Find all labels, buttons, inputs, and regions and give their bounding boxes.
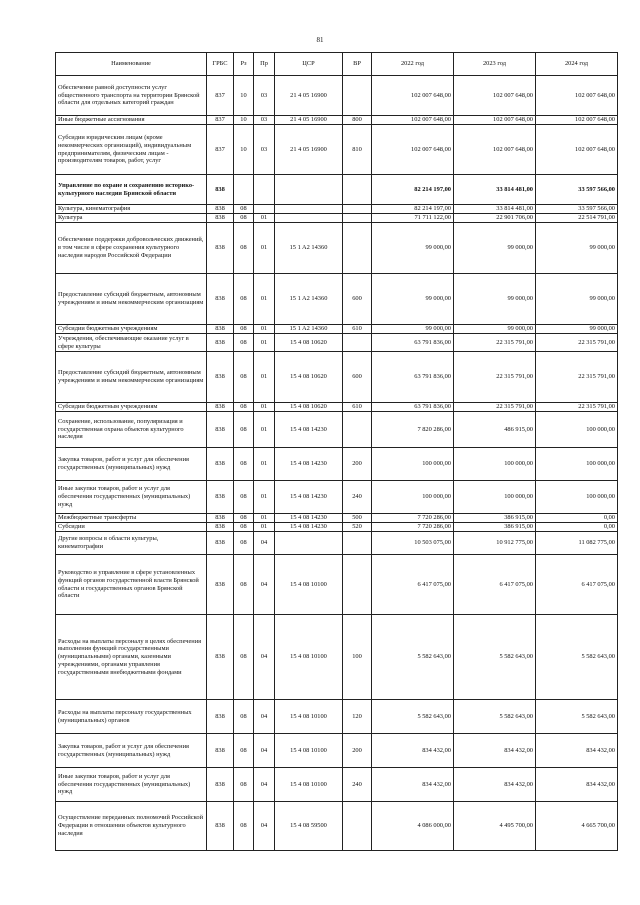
cell-csr: 15 4 08 10100 <box>275 768 343 802</box>
cell-csr: 15 4 08 10100 <box>275 615 343 700</box>
cell-csr: 15 4 08 10100 <box>275 734 343 768</box>
cell-vr: 600 <box>343 274 372 325</box>
cell-pr: 04 <box>254 615 275 700</box>
cell-rz: 08 <box>234 205 254 214</box>
cell-2024: 99 000,00 <box>536 325 618 334</box>
cell-csr: 15 4 08 10620 <box>275 403 343 412</box>
cell-2023: 5 582 643,00 <box>454 615 536 700</box>
cell-rz: 08 <box>234 274 254 325</box>
cell-grbs: 837 <box>207 116 234 125</box>
cell-grbs: 838 <box>207 802 234 851</box>
cell-2022: 71 711 122,00 <box>372 214 454 223</box>
cell-pr: 03 <box>254 125 275 175</box>
cell-2022: 10 503 075,00 <box>372 532 454 555</box>
table-row <box>56 700 618 734</box>
cell-2024: 4 665 700,00 <box>536 802 618 851</box>
cell-vr: 120 <box>343 700 372 734</box>
cell-grbs: 838 <box>207 523 234 532</box>
cell-2022: 63 791 836,00 <box>372 403 454 412</box>
cell-2024: 0,00 <box>536 514 618 523</box>
cell-grbs: 838 <box>207 175 234 205</box>
cell-vr: 500 <box>343 514 372 523</box>
cell-2022: 102 007 648,00 <box>372 76 454 116</box>
cell-2023: 4 495 700,00 <box>454 802 536 851</box>
table-row <box>56 403 618 412</box>
cell-rz: 08 <box>234 481 254 514</box>
cell-vr: 240 <box>343 481 372 514</box>
cell-name: Расходы на выплаты персоналу в целях обеспечения выполнения функций государственными (муниципальными) органами, казенными учреждениями, органами управления государственными внебюджетными фондами <box>56 615 207 700</box>
cell-vr <box>343 214 372 223</box>
cell-pr: 01 <box>254 352 275 403</box>
cell-2024: 102 007 648,00 <box>536 125 618 175</box>
header-2023: 2023 год <box>454 53 536 76</box>
table-row <box>56 205 618 214</box>
cell-grbs: 837 <box>207 125 234 175</box>
cell-2022: 834 432,00 <box>372 768 454 802</box>
header-vr: ВР <box>343 53 372 76</box>
cell-2024: 834 432,00 <box>536 768 618 802</box>
cell-csr <box>275 214 343 223</box>
cell-2022: 63 791 836,00 <box>372 352 454 403</box>
cell-csr: 21 4 05 16900 <box>275 116 343 125</box>
cell-grbs: 838 <box>207 352 234 403</box>
cell-2024: 100 000,00 <box>536 412 618 448</box>
cell-2023: 100 000,00 <box>454 481 536 514</box>
cell-vr <box>343 412 372 448</box>
table-row <box>56 523 618 532</box>
cell-2023: 99 000,00 <box>454 274 536 325</box>
header-pr: Пр <box>254 53 275 76</box>
page-number: 81 <box>316 36 324 44</box>
cell-grbs: 838 <box>207 214 234 223</box>
cell-2022: 834 432,00 <box>372 734 454 768</box>
cell-pr: 03 <box>254 76 275 116</box>
cell-2024: 22 315 791,00 <box>536 352 618 403</box>
table-row <box>56 214 618 223</box>
cell-pr: 04 <box>254 768 275 802</box>
cell-2022: 102 007 648,00 <box>372 116 454 125</box>
table-row <box>56 615 618 700</box>
cell-name: Закупка товаров, работ и услуг для обеспечения государственных (муниципальных) нужд <box>56 734 207 768</box>
cell-grbs: 837 <box>207 76 234 116</box>
cell-2022: 7 820 286,00 <box>372 412 454 448</box>
cell-rz: 08 <box>234 700 254 734</box>
cell-2023: 99 000,00 <box>454 223 536 274</box>
cell-grbs: 838 <box>207 700 234 734</box>
table-row <box>56 116 618 125</box>
cell-2024: 11 082 775,00 <box>536 532 618 555</box>
cell-csr: 15 4 08 14230 <box>275 412 343 448</box>
cell-name: Расходы на выплаты персоналу государственных (муниципальных) органов <box>56 700 207 734</box>
cell-vr: 200 <box>343 448 372 481</box>
cell-2024: 102 007 648,00 <box>536 116 618 125</box>
cell-csr: 15 1 A2 14360 <box>275 325 343 334</box>
cell-2024: 5 582 643,00 <box>536 700 618 734</box>
cell-grbs: 838 <box>207 223 234 274</box>
cell-name: Межбюджетные трансферты <box>56 514 207 523</box>
cell-csr: 15 1 A2 14360 <box>275 274 343 325</box>
table-row <box>56 76 618 116</box>
cell-grbs: 838 <box>207 448 234 481</box>
cell-2024: 33 597 566,00 <box>536 205 618 214</box>
cell-name: Субсидии <box>56 523 207 532</box>
cell-csr <box>275 205 343 214</box>
cell-2023: 834 432,00 <box>454 734 536 768</box>
cell-csr <box>275 175 343 205</box>
table-body <box>56 76 618 851</box>
cell-pr: 01 <box>254 223 275 274</box>
cell-pr: 01 <box>254 403 275 412</box>
cell-name: Управление по охране и сохранению историко-культурного наследия Брянской области <box>56 175 207 205</box>
cell-grbs: 838 <box>207 274 234 325</box>
table-row <box>56 802 618 851</box>
cell-pr: 01 <box>254 523 275 532</box>
cell-rz: 08 <box>234 514 254 523</box>
cell-rz: 08 <box>234 615 254 700</box>
cell-2024: 834 432,00 <box>536 734 618 768</box>
cell-pr: 04 <box>254 555 275 615</box>
table-row <box>56 768 618 802</box>
cell-vr <box>343 76 372 116</box>
cell-2023: 99 000,00 <box>454 325 536 334</box>
cell-2024: 99 000,00 <box>536 223 618 274</box>
cell-2022: 99 000,00 <box>372 274 454 325</box>
cell-rz: 08 <box>234 352 254 403</box>
cell-rz: 08 <box>234 223 254 274</box>
cell-name: Субсидии бюджетным учреждениям <box>56 325 207 334</box>
cell-2022: 5 582 643,00 <box>372 700 454 734</box>
cell-2023: 22 901 706,00 <box>454 214 536 223</box>
cell-rz: 08 <box>234 555 254 615</box>
cell-vr: 810 <box>343 125 372 175</box>
cell-grbs: 838 <box>207 412 234 448</box>
cell-2022: 63 791 836,00 <box>372 334 454 352</box>
cell-2023: 33 814 481,00 <box>454 175 536 205</box>
cell-name: Субсидии бюджетным учреждениям <box>56 403 207 412</box>
cell-rz: 10 <box>234 125 254 175</box>
cell-vr: 610 <box>343 325 372 334</box>
cell-2024: 100 000,00 <box>536 481 618 514</box>
cell-2023: 33 814 481,00 <box>454 205 536 214</box>
cell-vr: 100 <box>343 615 372 700</box>
cell-csr: 15 4 08 14230 <box>275 514 343 523</box>
cell-name: Иные закупки товаров, работ и услуг для обеспечения государственных (муниципальных) нужд <box>56 481 207 514</box>
cell-grbs: 838 <box>207 615 234 700</box>
cell-pr: 03 <box>254 116 275 125</box>
cell-rz: 08 <box>234 768 254 802</box>
cell-name: Другие вопросы в области культуры, кинематографии <box>56 532 207 555</box>
cell-rz: 08 <box>234 412 254 448</box>
cell-2022: 100 000,00 <box>372 481 454 514</box>
cell-pr: 01 <box>254 334 275 352</box>
cell-csr: 15 4 08 59500 <box>275 802 343 851</box>
cell-pr: 01 <box>254 481 275 514</box>
cell-csr: 15 4 08 14230 <box>275 523 343 532</box>
cell-pr: 01 <box>254 214 275 223</box>
cell-rz: 08 <box>234 448 254 481</box>
header-grbs: ГРБС <box>207 53 234 76</box>
cell-2023: 5 582 643,00 <box>454 700 536 734</box>
cell-pr <box>254 205 275 214</box>
cell-vr: 200 <box>343 734 372 768</box>
budget-table <box>55 52 618 851</box>
cell-pr: 04 <box>254 700 275 734</box>
cell-2023: 22 315 791,00 <box>454 334 536 352</box>
cell-grbs: 838 <box>207 768 234 802</box>
cell-2022: 82 214 197,00 <box>372 175 454 205</box>
cell-vr <box>343 175 372 205</box>
table-header-row <box>56 53 618 76</box>
cell-rz: 08 <box>234 802 254 851</box>
cell-rz: 08 <box>234 403 254 412</box>
cell-2023: 834 432,00 <box>454 768 536 802</box>
cell-vr: 520 <box>343 523 372 532</box>
cell-csr: 21 4 05 16900 <box>275 125 343 175</box>
cell-pr: 04 <box>254 532 275 555</box>
cell-2024: 33 597 566,00 <box>536 175 618 205</box>
cell-2023: 102 007 648,00 <box>454 125 536 175</box>
cell-grbs: 838 <box>207 205 234 214</box>
cell-grbs: 838 <box>207 325 234 334</box>
cell-2022: 7 720 286,00 <box>372 514 454 523</box>
cell-rz: 08 <box>234 334 254 352</box>
table-row <box>56 412 618 448</box>
cell-2022: 5 582 643,00 <box>372 615 454 700</box>
cell-rz: 08 <box>234 214 254 223</box>
cell-vr <box>343 802 372 851</box>
table-row <box>56 125 618 175</box>
cell-csr: 15 4 08 10620 <box>275 352 343 403</box>
cell-name: Иные бюджетные ассигнования <box>56 116 207 125</box>
table-row <box>56 352 618 403</box>
cell-2024: 102 007 648,00 <box>536 76 618 116</box>
cell-pr: 01 <box>254 514 275 523</box>
cell-vr <box>343 205 372 214</box>
cell-2023: 22 315 791,00 <box>454 352 536 403</box>
table-row <box>56 555 618 615</box>
cell-csr: 15 4 08 10100 <box>275 700 343 734</box>
cell-2024: 99 000,00 <box>536 274 618 325</box>
header-name: Наименование <box>56 53 207 76</box>
cell-name: Сохранение, использование, популяризация и государственная охрана объектов культурного наследия <box>56 412 207 448</box>
header-csr: ЦСР <box>275 53 343 76</box>
cell-grbs: 838 <box>207 514 234 523</box>
cell-2022: 99 000,00 <box>372 325 454 334</box>
cell-name: Руководство и управление в сфере установленных функций органов государственной власти Брянской области и государственных органов Брянской области <box>56 555 207 615</box>
cell-csr: 15 4 08 10620 <box>275 334 343 352</box>
cell-pr: 01 <box>254 412 275 448</box>
table-row <box>56 514 618 523</box>
cell-2023: 386 915,00 <box>454 514 536 523</box>
header-rz: Рз <box>234 53 254 76</box>
cell-csr: 21 4 05 16900 <box>275 76 343 116</box>
cell-2024: 22 514 791,00 <box>536 214 618 223</box>
cell-name: Учреждения, обеспечивающие оказание услуг в сфере культуры <box>56 334 207 352</box>
cell-csr: 15 4 08 10100 <box>275 555 343 615</box>
cell-vr: 240 <box>343 768 372 802</box>
cell-vr: 800 <box>343 116 372 125</box>
cell-pr <box>254 175 275 205</box>
cell-name: Предоставление субсидий бюджетным, автономным учреждениям и иным некоммерческим организациям <box>56 274 207 325</box>
cell-name: Обеспечение поддержки добровольческих движений, в том числе в сфере сохранения культурного наследия народов Российской Федерации <box>56 223 207 274</box>
cell-csr: 15 4 08 14230 <box>275 448 343 481</box>
cell-rz: 08 <box>234 325 254 334</box>
cell-vr <box>343 555 372 615</box>
cell-name: Закупка товаров, работ и услуг для обеспечения государственных (муниципальных) нужд <box>56 448 207 481</box>
cell-rz <box>234 175 254 205</box>
cell-2023: 6 417 075,00 <box>454 555 536 615</box>
cell-rz: 10 <box>234 76 254 116</box>
table-row <box>56 274 618 325</box>
cell-2023: 102 007 648,00 <box>454 76 536 116</box>
cell-pr: 01 <box>254 448 275 481</box>
cell-csr: 15 1 A2 14360 <box>275 223 343 274</box>
cell-vr <box>343 334 372 352</box>
cell-2024: 100 000,00 <box>536 448 618 481</box>
cell-2024: 5 582 643,00 <box>536 615 618 700</box>
table-row <box>56 448 618 481</box>
cell-name: Осуществление переданных полномочий Российской Федерации в отношении объектов культурного наследия <box>56 802 207 851</box>
cell-2023: 22 315 791,00 <box>454 403 536 412</box>
cell-name: Субсидии юридическим лицам (кроме некоммерческих организаций), индивидуальным предпринимателям, физическим лицам - производителям товаров, работ, услуг <box>56 125 207 175</box>
cell-2022: 102 007 648,00 <box>372 125 454 175</box>
cell-name: Культура, кинематография <box>56 205 207 214</box>
cell-2023: 486 915,00 <box>454 412 536 448</box>
cell-csr: 15 4 08 14230 <box>275 481 343 514</box>
table-row <box>56 481 618 514</box>
cell-2024: 6 417 075,00 <box>536 555 618 615</box>
cell-2023: 102 007 648,00 <box>454 116 536 125</box>
cell-vr <box>343 532 372 555</box>
cell-2022: 100 000,00 <box>372 448 454 481</box>
cell-2022: 82 214 197,00 <box>372 205 454 214</box>
cell-name: Предоставление субсидий бюджетным, автономным учреждениям и иным некоммерческим организациям <box>56 352 207 403</box>
cell-csr <box>275 532 343 555</box>
cell-name: Культура <box>56 214 207 223</box>
cell-name: Иные закупки товаров, работ и услуг для обеспечения государственных (муниципальных) нужд <box>56 768 207 802</box>
cell-2023: 10 912 775,00 <box>454 532 536 555</box>
cell-grbs: 838 <box>207 403 234 412</box>
cell-2023: 386 915,00 <box>454 523 536 532</box>
cell-grbs: 838 <box>207 334 234 352</box>
cell-rz: 08 <box>234 523 254 532</box>
cell-2022: 4 086 000,00 <box>372 802 454 851</box>
cell-2022: 6 417 075,00 <box>372 555 454 615</box>
cell-vr <box>343 223 372 274</box>
cell-pr: 04 <box>254 734 275 768</box>
table-row <box>56 325 618 334</box>
cell-rz: 10 <box>234 116 254 125</box>
header-2022: 2022 год <box>372 53 454 76</box>
cell-pr: 04 <box>254 802 275 851</box>
cell-grbs: 838 <box>207 481 234 514</box>
table-row <box>56 175 618 205</box>
cell-rz: 08 <box>234 734 254 768</box>
cell-2024: 22 315 791,00 <box>536 403 618 412</box>
table-row <box>56 734 618 768</box>
cell-2022: 7 720 286,00 <box>372 523 454 532</box>
cell-2024: 0,00 <box>536 523 618 532</box>
table-row <box>56 532 618 555</box>
cell-pr: 01 <box>254 274 275 325</box>
cell-2022: 99 000,00 <box>372 223 454 274</box>
cell-name: Обеспечение равной доступности услуг общественного транспорта на территории Брянской области для отдельных категорий граждан <box>56 76 207 116</box>
cell-2024: 22 315 791,00 <box>536 334 618 352</box>
cell-grbs: 838 <box>207 555 234 615</box>
cell-grbs: 838 <box>207 532 234 555</box>
cell-vr: 600 <box>343 352 372 403</box>
cell-vr: 610 <box>343 403 372 412</box>
cell-2023: 100 000,00 <box>454 448 536 481</box>
table-row <box>56 223 618 274</box>
header-2024: 2024 год <box>536 53 618 76</box>
table-row <box>56 334 618 352</box>
cell-grbs: 838 <box>207 734 234 768</box>
cell-pr: 01 <box>254 325 275 334</box>
cell-rz: 08 <box>234 532 254 555</box>
